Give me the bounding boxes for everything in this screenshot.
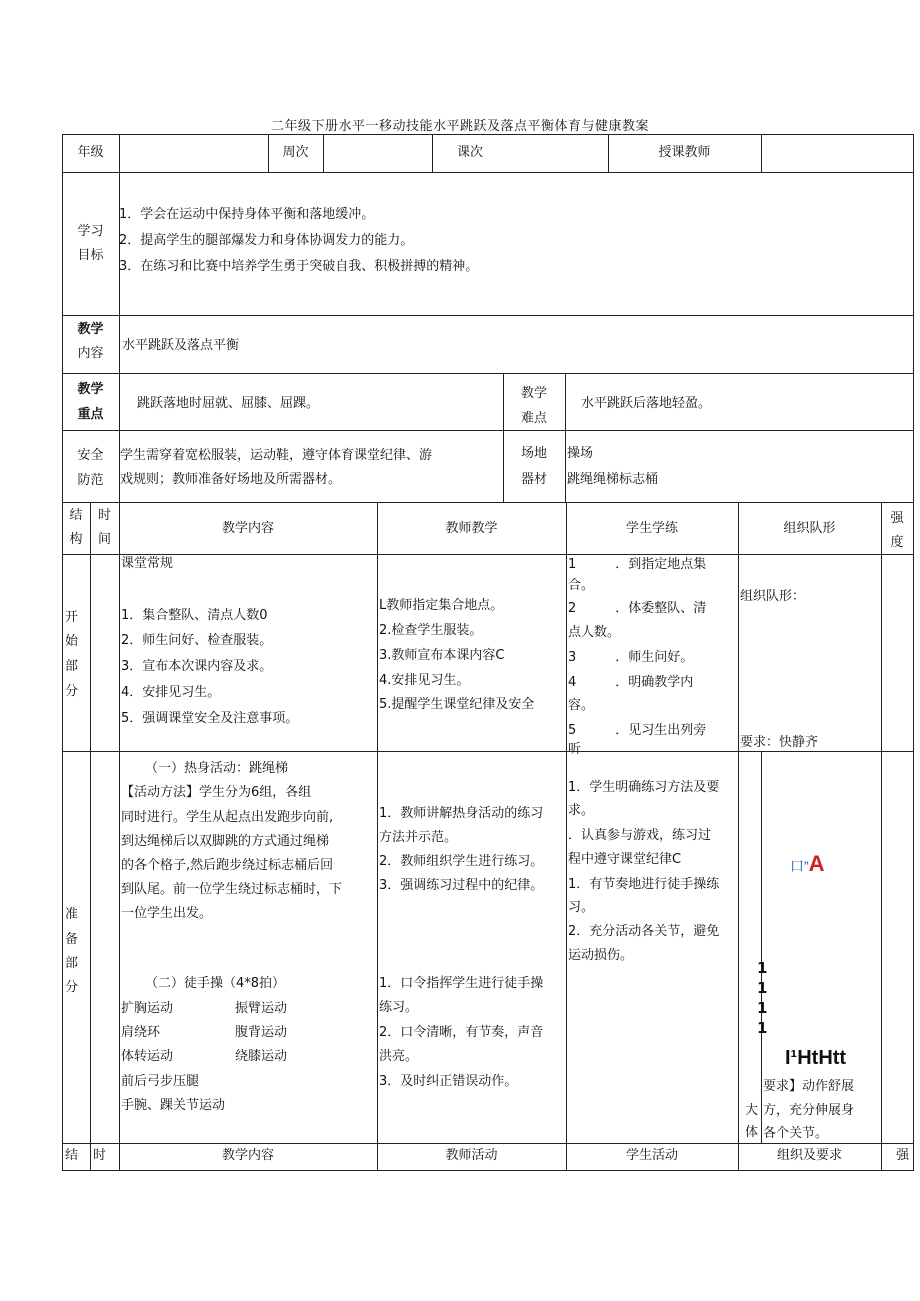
rule <box>565 373 566 503</box>
footer-content: 教学内容 <box>221 1148 274 1163</box>
start-teacher-item: 3.教师宣布本课内容C <box>379 648 505 663</box>
start-formation-label: 组织队形： <box>740 589 806 604</box>
start-student-line: 5 ．见习生出列旁 <box>568 723 707 738</box>
prep-student-line: 运动损伤。 <box>568 948 634 963</box>
formation-diagram-text: 口” <box>790 858 809 874</box>
footer-student: 学生活动 <box>625 1148 678 1163</box>
exercise-item: 前后弓步压腿 <box>121 1074 200 1089</box>
start-student-line: 3 ．师生问好。 <box>568 650 694 665</box>
prep-student-line: 程中遵守课堂纪律C <box>568 852 682 867</box>
prep-teacher-line: 3．及时纠正错误动作。 <box>379 1074 518 1089</box>
section-label-prep: 准 <box>65 907 79 922</box>
formation-mark: 1 <box>757 979 768 997</box>
section-label-start: 部 <box>65 659 79 674</box>
start-content-item: 1．集合整队、清点人数0 <box>121 608 268 623</box>
warmup-line: 的各个格子,然后跑步绕过标志桶后回 <box>121 858 334 873</box>
start-content-title: 课堂常规 <box>121 556 174 571</box>
start-student-line: 点人数。 <box>568 625 621 640</box>
prep-student-line: 2．充分活动各关节，避免 <box>568 924 720 939</box>
rule <box>566 502 567 1171</box>
safety-value: 戏规则；教师准备好场地及所需器材。 <box>120 472 342 487</box>
rule <box>62 373 914 374</box>
formation-requirement-line: 方，充分伸展身 <box>763 1103 855 1118</box>
warmup-line: 一位学生出发。 <box>121 906 213 921</box>
week-label: 周次 <box>282 145 309 160</box>
start-student-line: 4 ．明确教学内 <box>568 675 694 690</box>
lesson-label: 课次 <box>456 145 483 160</box>
rule <box>62 315 914 316</box>
start-student-line: 2 ．体委整队、清 <box>568 601 707 616</box>
column-header-structure: 结 <box>69 508 83 523</box>
rule <box>62 134 914 135</box>
formation-diagram-a: A <box>808 851 825 876</box>
content-value: 水平跳跃及落点平衡 <box>122 338 240 353</box>
objective-item: 2．提高学生的腿部爆发力和身体协调发力的能力。 <box>119 233 414 248</box>
prep-student-line: 1．学生明确练习方法及要 <box>568 780 720 795</box>
content-label: 内容 <box>77 346 104 361</box>
section-label-start: 分 <box>65 684 79 699</box>
formation-row-text: I¹HtHtt <box>785 1047 847 1069</box>
section-label-prep: 备 <box>65 932 79 947</box>
prep-teacher-line: 3．强调练习过程中的纪律。 <box>379 878 544 893</box>
venue-label: 场地 <box>520 446 547 461</box>
section-label-prep: 分 <box>65 980 79 995</box>
start-content-item: 5．强调课堂安全及注意事项。 <box>121 711 299 726</box>
footer-org: 组织及要求 <box>776 1148 842 1163</box>
exercise-item: 腹背运动 <box>235 1025 288 1040</box>
start-content-item: 4．安排见习生。 <box>121 685 221 700</box>
footer-teacher: 教师活动 <box>445 1148 498 1163</box>
prep-teacher-line: 2．教师组织学生进行练习。 <box>379 854 544 869</box>
rule <box>881 502 882 1171</box>
prep-student-line: ．认真参与游戏，练习过 <box>568 828 712 843</box>
rule <box>62 134 63 1171</box>
venue-value: 跳绳绳梯标志桶 <box>567 472 659 487</box>
column-header-intensity: 强 <box>890 511 904 526</box>
rule <box>913 134 914 1171</box>
key-points-label: 重点 <box>77 407 104 422</box>
formation-diagram-label <box>790 851 825 877</box>
column-header-intensity: 度 <box>890 535 904 550</box>
rule <box>62 554 914 555</box>
prep-teacher-line: 2．口令清晰，有节奏，声音 <box>379 1025 544 1040</box>
column-header-student: 学生学练 <box>625 521 678 536</box>
warmup-line: 同时进行。学生从起点出发跑步向前, <box>121 810 334 825</box>
rule <box>761 751 762 1143</box>
prep-teacher-line: 练习。 <box>379 1000 419 1015</box>
rule <box>323 134 324 172</box>
column-header-time: 间 <box>97 532 111 547</box>
objective-item: 1．学会在运动中保持身体平衡和落地缓冲。 <box>119 207 375 222</box>
column-header-formation: 组织队形 <box>783 521 836 536</box>
rule <box>119 502 120 1171</box>
start-student-line: 合。 <box>568 578 595 593</box>
venue-value: 操场 <box>567 446 594 461</box>
start-teacher-item: L教师指定集合地点。 <box>379 598 504 613</box>
safety-label: 防范 <box>77 473 104 488</box>
key-points-label: 教学 <box>77 382 104 397</box>
footer-intensity: 强 <box>896 1148 910 1163</box>
start-content-item: 2．师生问好、检查服装。 <box>121 633 273 648</box>
exercise-item: 振臂运动 <box>235 1001 288 1016</box>
teacher-label: 授课教师 <box>658 145 711 160</box>
start-teacher-item: 4.安排见习生。 <box>379 673 470 688</box>
column-header-content: 教学内容 <box>221 521 274 536</box>
formation-mark: 1 <box>757 999 768 1017</box>
formation-requirement-line: 各个关节。 <box>763 1126 829 1141</box>
safety-value: 学生需穿着宽松服装，运动鞋，遵守体育课堂纪律、游 <box>120 448 433 463</box>
difficulty-label: 教学 <box>520 386 547 401</box>
prep-student-line: 1．有节奏地进行徒手操练 <box>568 877 720 892</box>
venue-label: 器材 <box>520 472 547 487</box>
rule <box>377 502 378 1171</box>
formation-requirement-line: 要求】动作舒展 <box>763 1079 855 1094</box>
exercise-item: 扩胸运动 <box>121 1001 174 1016</box>
start-content-item: 3．宣布本次课内容及求。 <box>121 659 273 674</box>
objectives-label: 目标 <box>77 248 104 263</box>
rule <box>761 134 762 172</box>
prep-student-line: 习。 <box>568 900 595 915</box>
column-header-structure: 构 <box>69 532 83 547</box>
warmup-line: 【活动方法】学生分为6组，各组 <box>121 785 312 800</box>
rule <box>62 430 914 431</box>
footer-structure: 结 <box>65 1148 79 1163</box>
warmup-title: （一）热身活动：跳绳梯 <box>145 761 289 776</box>
rule <box>62 502 914 503</box>
prep-teacher-line: 1．口令指挥学生进行徒手操 <box>379 976 544 991</box>
content-label: 教学 <box>77 322 104 337</box>
objective-item: 3．在练习和比赛中培养学生勇于突破自我、积极拼搏的精神。 <box>119 259 479 274</box>
safety-label: 安全 <box>77 448 104 463</box>
column-header-teacher: 教师教学 <box>445 521 498 536</box>
section-label-prep: 部 <box>65 956 79 971</box>
rule <box>62 172 914 173</box>
exercise-item: 肩绕环 <box>121 1025 161 1040</box>
rule <box>62 1170 914 1171</box>
objectives-label: 学习 <box>77 224 104 239</box>
start-teacher-item: 2.检查学生服装。 <box>379 623 483 638</box>
rule <box>90 502 91 1171</box>
start-student-cut: 听 <box>568 742 582 757</box>
prep-teacher-line: 1．教师讲解热身活动的练习 <box>379 806 544 821</box>
start-student-line: 容。 <box>568 698 595 713</box>
exercise-item: 手腕、踝关节运动 <box>121 1098 226 1113</box>
start-teacher-item: 5.提醒学生课堂纪律及安全 <box>379 697 535 712</box>
formation-side-label: 大 <box>745 1103 759 1118</box>
formation-side-label: 体 <box>745 1125 759 1140</box>
section-label-start: 开 <box>65 610 79 625</box>
rule <box>738 502 739 1171</box>
start-student-line: 1 ．到指定地点集 <box>568 557 707 572</box>
formation-mark: 1 <box>757 959 768 977</box>
prep-teacher-line: 洪亮。 <box>379 1049 419 1064</box>
formation-row-marks <box>785 1047 846 1070</box>
exercise-item: 体转运动 <box>121 1049 174 1064</box>
footer-time: 时 <box>93 1148 107 1163</box>
column-header-time: 时 <box>97 508 111 523</box>
prep-student-line: 求。 <box>568 803 595 818</box>
difficulty-value: 水平跳跃后落地轻盈。 <box>581 396 712 411</box>
formation-mark: 1 <box>757 1019 768 1037</box>
start-formation-requirement: 要求：快静齐 <box>740 735 819 750</box>
warmup-line: 到队尾。前一位学生绕过标志桶时，下 <box>121 882 343 897</box>
warmup-line: 到达绳梯后以双脚跳的方式通过绳梯 <box>121 834 330 849</box>
difficulty-label: 难点 <box>520 411 547 426</box>
exercise-title: （二）徒手操（4*8拍） <box>145 976 286 991</box>
grade-label: 年级 <box>77 145 104 160</box>
key-points-value: 跳跃落地时屈就、屈膝、屈踝。 <box>137 396 320 411</box>
prep-teacher-line: 方法并示范。 <box>379 830 458 845</box>
section-label-start: 始 <box>65 634 79 649</box>
exercise-item: 绕膝运动 <box>235 1049 288 1064</box>
page-title: 二年级下册水平一移动技能水平跳跃及落点平衡体育与健康教案 <box>270 119 649 134</box>
